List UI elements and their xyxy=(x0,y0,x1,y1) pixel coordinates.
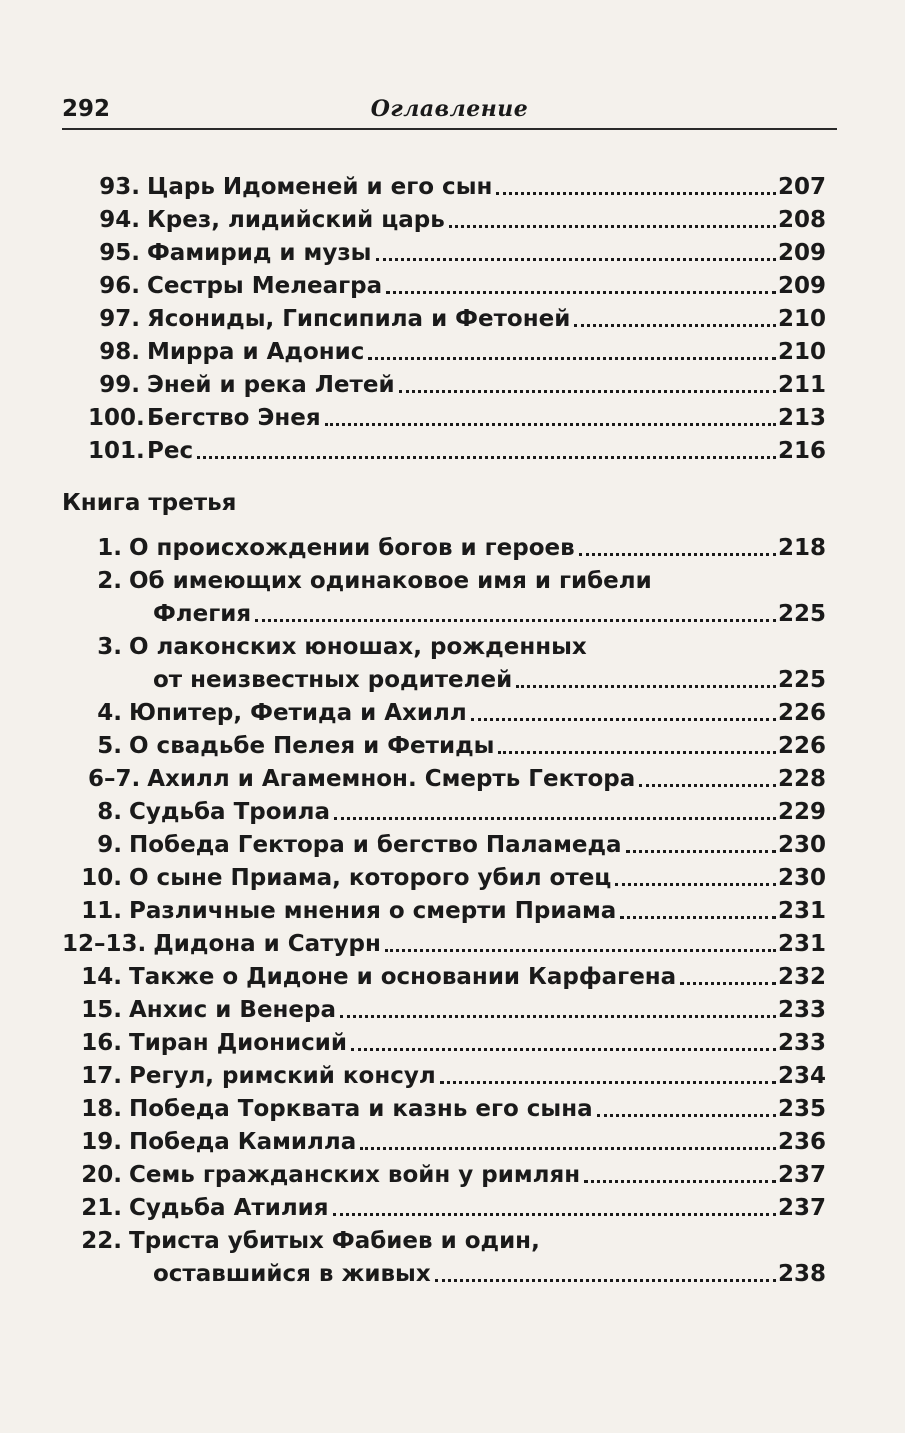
toc-entry-number: 8. xyxy=(97,799,122,825)
dot-leader xyxy=(516,685,776,688)
toc-entry xyxy=(70,1061,826,1091)
toc-entry xyxy=(70,731,826,761)
toc-entry-page: 210 xyxy=(777,339,826,365)
dot-leader xyxy=(449,225,776,228)
toc-entry xyxy=(70,995,826,1025)
toc-entry-number: 11. xyxy=(81,898,122,924)
toc-entry-title: О происхождении богов и героев xyxy=(129,535,575,561)
toc-entry-number: 6–7. xyxy=(88,766,141,792)
toc-entry-page: 218 xyxy=(777,535,826,561)
dot-leader xyxy=(386,291,776,294)
toc-entry-number: 5. xyxy=(97,733,122,759)
toc-entry xyxy=(88,205,826,235)
toc-entry-title: О свадьбе Пелея и Фетиды xyxy=(129,733,495,759)
dot-leader xyxy=(376,258,776,261)
toc-entry-number: 17. xyxy=(81,1063,122,1089)
toc-entry-title: Семь гражданских войн у римлян xyxy=(129,1162,581,1188)
toc-entry-page: 233 xyxy=(777,997,826,1023)
toc-entry-number: 9. xyxy=(97,832,122,858)
dot-leader xyxy=(360,1147,776,1150)
toc-entry-page: 228 xyxy=(777,766,826,792)
toc-entry-page: 213 xyxy=(777,405,826,431)
dot-leader xyxy=(584,1180,776,1183)
dot-leader xyxy=(435,1279,776,1282)
toc-entry-title: Эней и река Летей xyxy=(147,372,395,398)
toc-entry xyxy=(70,896,826,926)
toc-entry-page: 208 xyxy=(777,207,826,233)
toc-entry-number: 19. xyxy=(81,1129,122,1155)
dot-leader xyxy=(440,1081,776,1084)
toc-entry-number: 12–13. xyxy=(62,931,147,957)
toc-entry-page: 238 xyxy=(777,1261,826,1287)
toc-entry-page: 226 xyxy=(777,733,826,759)
toc-entry-title: Триста убитых Фабиев и один, xyxy=(129,1228,540,1254)
toc-entry-title: Победа Торквата и казнь его сына xyxy=(129,1096,593,1122)
toc-entry-page: 207 xyxy=(777,174,826,200)
dot-leader xyxy=(498,751,776,754)
toc-entry-title: Фамирид и музы xyxy=(147,240,372,266)
toc-entry xyxy=(88,337,826,367)
toc-entry-title: Юпитер, Фетида и Ахилл xyxy=(129,700,467,726)
toc-entry-page: 231 xyxy=(777,898,826,924)
toc-entry-page: 237 xyxy=(777,1162,826,1188)
toc-entry-number: 4. xyxy=(97,700,122,726)
toc-entry xyxy=(70,1094,826,1124)
dot-leader xyxy=(620,916,776,919)
toc-entry-page: 216 xyxy=(777,438,826,464)
toc-entry-number: 95. xyxy=(99,240,140,266)
toc-entry-title: от неизвестных родителей xyxy=(153,667,513,693)
toc-entry xyxy=(62,929,826,959)
toc-entry-page: 237 xyxy=(777,1195,826,1221)
toc-entry xyxy=(70,863,826,893)
toc-entry xyxy=(88,436,826,466)
toc-entry xyxy=(88,370,826,400)
page-header xyxy=(62,96,837,130)
toc-entry xyxy=(70,599,826,629)
dot-leader xyxy=(325,423,776,426)
dot-leader xyxy=(368,357,776,360)
toc-entry-title: Судьба Троила xyxy=(129,799,331,825)
toc-entry xyxy=(70,665,826,695)
toc-entry-page: 225 xyxy=(777,667,826,693)
toc-entry-page: 209 xyxy=(777,240,826,266)
toc-entry-title: О лаконских юношах, рожденных xyxy=(129,634,587,660)
toc-entry-number: 16. xyxy=(81,1030,122,1056)
toc-entry xyxy=(70,962,826,992)
toc-entry-page: 210 xyxy=(777,306,826,332)
toc-entry-title: Победа Камилла xyxy=(129,1129,357,1155)
dot-leader xyxy=(639,784,776,787)
section-heading: Книга третья xyxy=(62,490,237,516)
toc-entry-page: 209 xyxy=(777,273,826,299)
toc-entry-number: 98. xyxy=(99,339,140,365)
toc-entry xyxy=(88,304,826,334)
toc-entry-page: 236 xyxy=(777,1129,826,1155)
toc-entry-title: Мирра и Адонис xyxy=(147,339,365,365)
toc-entry-number: 3. xyxy=(97,634,122,660)
toc-entry xyxy=(70,1259,826,1289)
toc-entry-title: Бегство Энея xyxy=(147,405,321,431)
toc-entry-title: Рес xyxy=(147,438,194,464)
toc-entry-page: 230 xyxy=(777,865,826,891)
toc-entry-number: 18. xyxy=(81,1096,122,1122)
dot-leader xyxy=(351,1048,776,1051)
page-number: 292 xyxy=(62,96,111,122)
toc-entry xyxy=(88,172,826,202)
toc-entry-title: Также о Дидоне и основании Карфагена xyxy=(129,964,677,990)
dot-leader xyxy=(579,553,776,556)
toc-entry-page: 229 xyxy=(777,799,826,825)
toc-entry-title: О сыне Приама, которого убил отец xyxy=(129,865,612,891)
toc-entry-title: Флегия xyxy=(153,601,252,627)
toc-entry-number: 99. xyxy=(99,372,140,398)
dot-leader xyxy=(197,456,776,459)
toc-entry-title: Царь Идоменей и его сын xyxy=(147,174,493,200)
toc-entry xyxy=(88,403,826,433)
toc-entry-number: 97. xyxy=(99,306,140,332)
toc-entry-page: 232 xyxy=(777,964,826,990)
dot-leader xyxy=(340,1015,776,1018)
dot-leader xyxy=(334,817,776,820)
toc-entry-page: 225 xyxy=(777,601,826,627)
toc-entry-number: 21. xyxy=(81,1195,122,1221)
toc-entry-page: 231 xyxy=(777,931,826,957)
toc-entry-number: 10. xyxy=(81,865,122,891)
dot-leader xyxy=(496,192,776,195)
dot-leader xyxy=(471,718,776,721)
toc-entry xyxy=(70,698,826,728)
toc-entry xyxy=(70,797,826,827)
toc-entry xyxy=(70,830,826,860)
toc-entry-number: 20. xyxy=(81,1162,122,1188)
toc-entry-number: 2. xyxy=(97,568,122,594)
dot-leader xyxy=(399,390,776,393)
toc-entry-title: Судьба Атилия xyxy=(129,1195,329,1221)
toc-entry xyxy=(70,1028,826,1058)
toc-entry xyxy=(70,1127,826,1157)
toc-entry-number: 101. xyxy=(88,438,145,464)
toc-entry-page: 230 xyxy=(777,832,826,858)
toc-entry-title: Ясониды, Гипсипила и Фетоней xyxy=(147,306,571,332)
toc-entry-title: оставшийся в живых xyxy=(153,1261,431,1287)
toc-entry-title: Дидона и Сатурн xyxy=(153,931,381,957)
toc-entry xyxy=(88,271,826,301)
toc-entry-number: 22. xyxy=(81,1228,122,1254)
toc-entry-number: 96. xyxy=(99,273,140,299)
dot-leader xyxy=(680,982,776,985)
toc-entry xyxy=(70,1160,826,1190)
toc-entry-number: 1. xyxy=(97,535,122,561)
toc-entry-title: Регул, римский консул xyxy=(129,1063,436,1089)
running-head: Оглавление xyxy=(370,96,529,122)
toc-entry-number: 14. xyxy=(81,964,122,990)
toc-entry-title: Различные мнения о смерти Приама xyxy=(129,898,617,924)
toc-entry xyxy=(70,533,826,563)
toc-entry xyxy=(88,238,826,268)
toc-entry-title: Победа Гектора и бегство Паламеда xyxy=(129,832,622,858)
toc-entry-page: 226 xyxy=(777,700,826,726)
toc-entry xyxy=(70,1226,826,1256)
toc-entry-title: Крез, лидийский царь xyxy=(147,207,445,233)
toc-entry-number: 15. xyxy=(81,997,122,1023)
dot-leader xyxy=(626,850,776,853)
toc-entry-page: 235 xyxy=(777,1096,826,1122)
toc-entry-number: 100. xyxy=(88,405,145,431)
toc-entry-page: 234 xyxy=(777,1063,826,1089)
toc-entry-number: 93. xyxy=(99,174,140,200)
toc-entry xyxy=(70,566,826,596)
toc-entry-title: Сестры Мелеагра xyxy=(147,273,383,299)
dot-leader xyxy=(574,324,776,327)
toc-entry xyxy=(88,764,826,794)
dot-leader xyxy=(615,883,776,886)
toc-entry-title: Ахилл и Агамемнон. Смерть Гектора xyxy=(147,766,636,792)
toc-entry-page: 211 xyxy=(777,372,826,398)
toc-entry-title: Тиран Дионисий xyxy=(129,1030,347,1056)
dot-leader xyxy=(597,1114,776,1117)
toc-entry xyxy=(70,1193,826,1223)
toc-entry-page: 233 xyxy=(777,1030,826,1056)
dot-leader xyxy=(255,619,776,622)
toc-entry-number: 94. xyxy=(99,207,140,233)
dot-leader xyxy=(385,949,776,952)
toc-entry xyxy=(70,632,826,662)
toc-entry-title: Анхис и Венера xyxy=(129,997,337,1023)
toc-entry-title: Об имеющих одинаковое имя и гибели xyxy=(129,568,652,594)
dot-leader xyxy=(333,1213,776,1216)
